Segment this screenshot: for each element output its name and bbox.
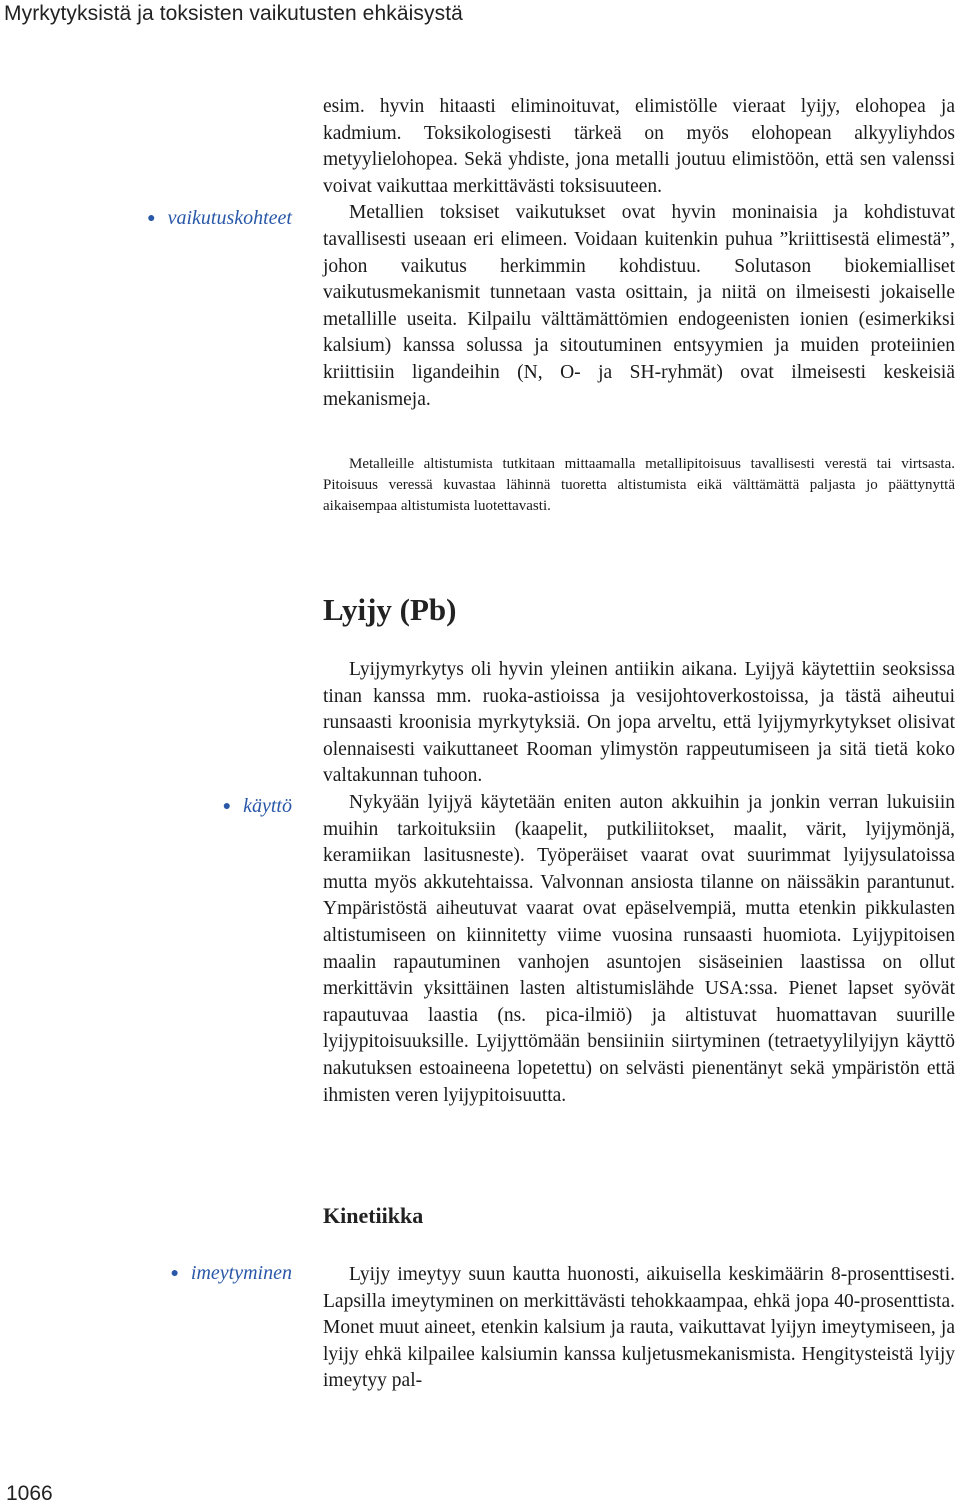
bullet-icon: ● <box>147 211 156 226</box>
section-heading-lead: Lyijy (Pb) <box>323 592 457 627</box>
paragraph-lead-history: Lyijymyrkytys oli hyvin yleinen antiikin aikana. Lyijyä käytettiin seoksissa tinan kanssa mm. ruoka-astioissa ja vesijohtoverkostoissa, ja tästä aiheutui runsaasti kroonisia myrkytyksiä. On jopa arveltu, että lyijymyrkytykset olisivat olennaisesti vaikuttaneet Rooman ylimystön rappeutumiseen ja sitä tietä koko valtakunnan tuhoon. <box>323 659 955 787</box>
bullet-icon: ● <box>170 1266 179 1281</box>
exposure-note: Metalleille altistumista tutkitaan mittaamalla metallipitoisuus tavallisesti verestä tai virtsasta. Pitoisuus veressä kuvastaa lähinnä tuoretta altistumista eikä välttämättä paljasta jo päättynyttä aikaisempaa altistumista luotettavasti. <box>323 456 955 514</box>
margin-note-vaikutuskohteet <box>147 207 292 230</box>
paragraph-metals-intro: esim. hyvin hitaasti eliminoituvat, elimistölle vieraat lyijy, elohopea ja kadmium. Toksikologisesti tärkeä on myös elohopean alkyyliyhdos metyylielohopea. Sekä yhdiste, jona metalli joutuu elimistöön, että sen valenssi voivat vaikuttaa merkittävästi toksisuuteen. <box>323 96 955 197</box>
paragraph-kinetics-absorption: Lyijy imeytyy suun kautta huonosti, aikuisella keskimäärin 8-prosenttisesti. Lapsilla imeytyminen on merkittävästi tehokkaampaa, ehkä jopa 40-prosenttista. Monet muut aineet, etenkin kalsium ja rauta, vaikuttavat lyijyn imeytymiseen, ja lyijy ehkä kilpailee kalsiumin kanssa kuljetusmekanismista. Hengitysteistä lyijy imeytyy pal- <box>323 1264 955 1392</box>
paragraph-metals-effects: Metallien toksiset vaikutukset ovat hyvin moninaisia ja kohdistuvat tavallisesti useaan eri elimeen. Voidaan kuitenkin puhua ”kriittisestä elimestä”, johon vaikutus herkimmin kohdistuu. Solutason biokemialliset vaikutusmekanismit tunnetaan vasta osittain, ja niitä on ilmeisesti jokaiselle metallille useita. Kilpailu välttämättömien endogeenisten ionien (esimerkiksi kalsium) kanssa solussa ja sitoutuminen entsyymien ja muiden proteiinien kriittisiin ligandeihin (N, O- ja SH-ryhmät) ovat ilmeisesti keskeisiä mekanismeja. <box>323 202 955 410</box>
margin-note-imeytyminen <box>170 1262 292 1285</box>
running-header: Myrkytyksistä ja toksisten vaikutusten ehkäisystä <box>4 2 463 25</box>
lead-text-block <box>323 657 955 1109</box>
margin-note-label: imeytyminen <box>190 1262 292 1284</box>
section-heading-kinetics: Kinetiikka <box>323 1203 424 1228</box>
margin-note-label: käyttö <box>243 795 292 817</box>
page-number: 1066 <box>6 1482 53 1505</box>
paragraph-lead-use: Nykyään lyijyä käytetään eniten auton akkuihin ja jonkin verran lukuisiin muihin tarkoituksiin (kaapelit, putkiliitokset, maalit, värit, lyijymönjä, keramiikan lasitusneste). Työperäiset vaarat ovat suurimmat lyijysulatoissa mutta myös akkutehtaissa. Valvonnan ansiosta tilanne on näissäkin parantunut. Ympäristöstä aiheutuvat vaarat ovat epäselvempiä, mutta etenkin pikkulasten altistumiseen on kiinnitetty viime vuosina runsaasti huomiota. Lyijypitoisen maalin rapautuminen vanhojen asuntojen sisäseinien laastissa on ollut merkittävin yksittäinen lasten altistumislähde USA:ssa. Pienet lapset syövät rapautuvaa laastia (ns. pica-ilmiö) ja altistuvat huomattavan suurille lyijypitoisuuksille. Lyijyttömään bensiiniin siirtyminen (tetraetyylilyijyn käyttö nakutuksen estoaineena lopetettu) on selvästi pienentänyt sekä ympäristön että ihmisten veren lyijypitoisuutta. <box>323 791 955 1106</box>
margin-note-label: vaikutuskohteet <box>167 207 292 229</box>
kinetics-text-block <box>323 1262 955 1395</box>
exposure-note-block <box>323 454 955 517</box>
margin-note-kaytto <box>223 795 292 818</box>
bullet-icon: ● <box>222 799 232 814</box>
metals-text-block <box>323 94 955 413</box>
